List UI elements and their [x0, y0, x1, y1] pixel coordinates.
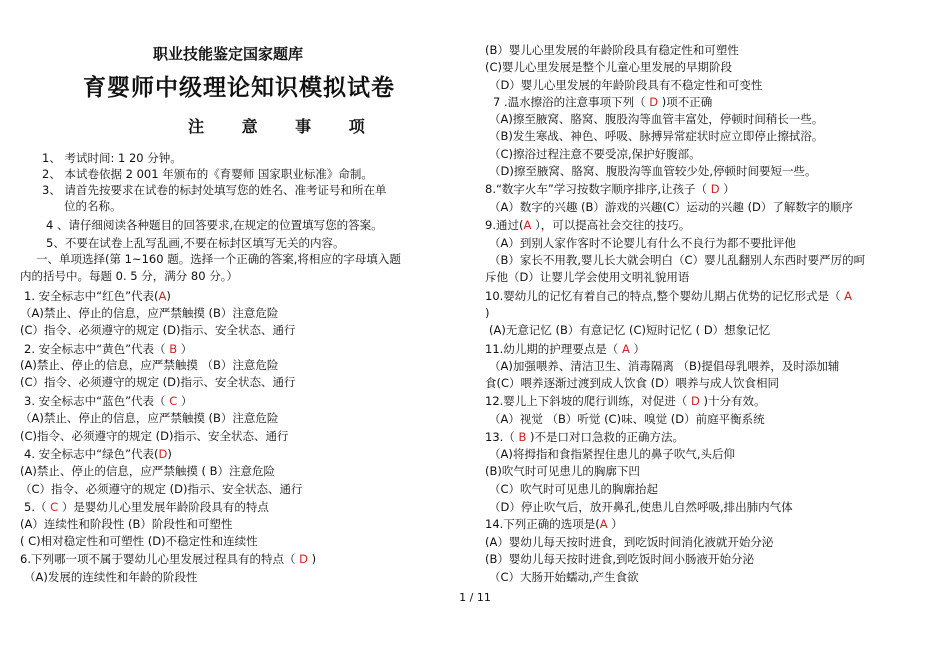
line-text: )不是口对口急救的正确方法。: [526, 430, 684, 444]
line-text: (A）连续性和阶段性 (B）阶段性和可塑性: [20, 517, 233, 531]
line-text: （A)将拇指和食指紧捏住患儿的鼻子吹气,头后仰: [489, 447, 736, 461]
text-line: [64, 198, 122, 214]
line-text: (B）婴儿心里发展的年龄阶段具有稳定性和可塑性: [485, 43, 739, 57]
text-line: [485, 534, 773, 550]
text-line: [20, 357, 278, 373]
text-line: [493, 94, 712, 110]
line-text: (C）指令、必须遵守的规定 (D)指示、安全状态、通行: [20, 323, 296, 337]
line-text: 9.通过(: [485, 218, 524, 232]
line-text: （B)发生寒战、神色、呼吸、脉搏异常症状时应立即停止擦拭浴。: [489, 129, 824, 143]
text-line: [42, 166, 373, 182]
line-text: (C)指令、必须遵守的规定 (D)指示、安全状态、通行: [20, 429, 289, 443]
text-line: [489, 411, 765, 427]
line-text: ）是婴幼儿心里发展年龄阶段具有的特点: [58, 500, 269, 514]
answer-mark: C: [169, 394, 178, 408]
line-text: (A)禁止、停止的信息，应严禁触摸 ( B）注意危险: [20, 464, 276, 478]
line-text: )十分有效。: [699, 394, 766, 408]
line-text: （A)加强喂养、清洁卫生、消毒隔离 （B)提倡母乳喂养，及时添加辅: [489, 359, 840, 373]
page-footer: [0, 591, 950, 604]
text-line: [489, 569, 639, 585]
text-line: [24, 499, 269, 515]
line-text: （D）停止吹气后，放开鼻孔,使患儿自然呼吸,排出肺内气体: [489, 500, 793, 514]
text-line: [485, 463, 640, 479]
line-text: 7 .温水擦浴的注意事项下列（: [493, 95, 650, 109]
answer-mark: D: [299, 552, 308, 566]
line-text: （C）吹气时可见患儿的胸廓抬起: [489, 482, 659, 496]
text-line: [20, 551, 316, 567]
text-line: [489, 146, 701, 162]
text-line: [485, 551, 754, 567]
text-line: [485, 217, 690, 233]
line-text: ）: [177, 394, 193, 408]
answer-mark: D: [649, 95, 659, 109]
text-line: [489, 199, 853, 215]
line-text: （A）数字的兴趣 (B）游戏的兴趣(C）运动的兴趣 (D）了解数字的顺序: [489, 200, 853, 214]
line-text: （A)禁止、停止的信息，应严禁触摸 (B）注意危险: [20, 306, 279, 320]
text-line: [489, 481, 658, 497]
line-text: （A)擦至腋窝、胳窝、腹股沟等血管丰富处，停顿时间稍长一些。: [489, 112, 824, 126]
line-text: （A)发展的连续性和年龄的阶段性: [24, 570, 198, 584]
line-text: ): [307, 552, 317, 566]
line-text: )项不正确: [658, 95, 713, 109]
text-line: [20, 410, 278, 426]
text-line: [485, 393, 765, 409]
line-text: 12.婴儿上下斜坡的爬行训练，对促进（: [485, 394, 691, 408]
line-text: ）: [177, 342, 193, 356]
notice-heading: 注 意 事 项: [188, 117, 381, 136]
text-line: [485, 59, 732, 75]
answer-mark: D: [710, 182, 720, 196]
line-text: 8.“数字火车”学习按数字顺序排序,让孩子（: [485, 182, 711, 196]
line-text: （B）家长不用教,婴儿长大就会明白（C）婴儿乱翻别人东西时要严厉的呵: [489, 253, 866, 267]
text-line: [20, 374, 296, 390]
answer-mark: B: [169, 342, 178, 356]
line-text: 斥他（D）让婴儿学会使用文明礼貌用语: [485, 270, 690, 284]
text-line: [46, 217, 383, 233]
line-text: (A）婴幼儿每天按时进食，到吃饭时间消化液就开始分泌: [485, 535, 774, 549]
text-line: [24, 341, 192, 357]
line-text: 6.下列哪一项不属于婴幼儿心里发展过程具有的特点（: [20, 552, 300, 566]
line-text: ）: [629, 342, 645, 356]
text-line: [489, 499, 793, 515]
text-line: [42, 150, 182, 166]
line-text: （D)擦至腋窝、胳窝、腹股沟等血管较少处,停顿时间要短一些。: [489, 164, 817, 178]
answer-mark: C: [50, 500, 59, 514]
line-text: ），可以提高社会交往的技巧。: [531, 218, 691, 232]
text-line: [489, 77, 762, 93]
line-text: （A）视觉 （B）听觉 (C)味、嗅觉 (D）前庭平衡系统: [489, 412, 765, 426]
text-line: [489, 128, 823, 144]
text-line: [489, 358, 839, 374]
page-total: 11: [476, 591, 491, 604]
line-text: （C)擦浴过程注意不要受凉,保护好腹部。: [489, 147, 701, 161]
text-line: [20, 533, 258, 549]
line-text: 1、 考试时间: 1 20 分钟。: [42, 151, 182, 165]
text-line: [485, 269, 689, 285]
text-line: [42, 182, 386, 198]
line-text: ）: [719, 182, 735, 196]
line-text: 3. 安全标志中“蓝色”代表（: [24, 394, 170, 408]
text-line: [489, 163, 817, 179]
answer-mark: D: [158, 447, 168, 461]
line-text: （D）婴儿心里发展的年龄阶段具有不稳定性和可变性: [489, 78, 763, 92]
line-text: ): [167, 447, 172, 461]
answer-mark: D: [690, 394, 700, 408]
text-line: [24, 288, 171, 304]
line-text: ）: [607, 517, 623, 531]
text-line: [485, 516, 623, 532]
answer-mark: A: [621, 342, 630, 356]
answer-mark: A: [844, 289, 852, 303]
line-text: 13.（: [485, 430, 519, 444]
text-line: [20, 305, 278, 321]
text-line: [485, 181, 735, 197]
line-text: 内的括号中。每题 0. 5 分，满分 80 分。）: [20, 269, 238, 283]
text-line: [46, 235, 344, 251]
text-line: [489, 252, 865, 268]
line-text: ): [166, 289, 171, 303]
text-line: [485, 429, 684, 445]
text-line: [489, 111, 823, 127]
line-text: 11.幼儿期的护理要点是（: [485, 342, 622, 356]
line-text: (C）指令、必须遵守的规定 (D)指示、安全状态、通行: [20, 375, 296, 389]
text-line: [485, 375, 779, 391]
answer-mark: A: [158, 289, 167, 303]
line-text: 4. 安全标志中“绿色”代表(: [24, 447, 159, 461]
line-text: （C）指令、必须遵守的规定 (D)指示、安全状态、通行: [20, 482, 303, 496]
answer-mark: A: [523, 218, 532, 232]
text-line: [485, 42, 739, 58]
line-text: 位的名称。: [64, 199, 122, 213]
answer-mark: A: [599, 517, 608, 531]
line-text: 2. 安全标志中“黄色”代表（: [24, 342, 170, 356]
text-line: [20, 322, 296, 338]
page-number: 1: [459, 591, 467, 604]
line-text: ( C)相对稳定性和可塑性 (D)不稳定性和连续性: [20, 534, 258, 548]
text-line: [20, 428, 288, 444]
text-line: [485, 288, 852, 304]
text-line: [485, 341, 645, 357]
text-line: [20, 481, 303, 497]
line-text: (A)禁止、停止的信息，应严禁触摸 （B）注意危险: [20, 358, 279, 372]
text-line: [24, 393, 192, 409]
line-text: （A）到别人家作客时不论婴儿有什么不良行为都不要批评他: [489, 236, 796, 250]
line-text: （C）大肠开始蠕动,产生食欲: [489, 570, 639, 584]
text-line: [485, 305, 490, 321]
line-text: 5、不要在试卷上乱写乱画,不要在标封区填写无关的内容。: [46, 236, 345, 250]
text-line: [24, 569, 197, 585]
text-line: [24, 446, 172, 462]
answer-mark: B: [518, 430, 527, 444]
page-separator: /: [466, 591, 477, 604]
line-text: (C)婴儿心里发展是整个儿童心里发展的早期阶段: [485, 60, 733, 74]
line-text: 3、 请首先按要求在试卷的标封处填写您的姓名、准考证号和所在单: [42, 183, 387, 197]
line-text: (B）婴幼儿每天按时进食,到吃饭时间小肠液开始分泌: [485, 552, 755, 566]
line-text: ): [485, 306, 490, 320]
line-text: 食(C）喂养逐渐过渡到成人饮食 (D）喂养与成人饮食相同: [485, 376, 780, 390]
line-text: 10.婴幼儿的记忆有着自己的特点,整个婴幼儿期占优势的记忆形式是（: [485, 289, 845, 303]
exam-title: 育婴师中级理论知识模拟试卷: [83, 74, 395, 101]
text-line: [489, 322, 770, 338]
line-text: 4 、请仔细阅读各种题目的回答要求,在规定的位置填写您的答案。: [46, 218, 383, 232]
line-text: (B)吹气时可见患儿的胸廓下凹: [485, 464, 640, 478]
exam-subtitle: 职业技能鉴定国家题库: [153, 45, 304, 63]
line-text: （A)禁止、停止的信息，应严禁触摸 (B）注意危险: [20, 411, 279, 425]
text-line: [489, 235, 796, 251]
line-text: 14.下列正确的选项是(: [485, 517, 600, 531]
text-line: [20, 268, 238, 284]
line-text: 一、单项选择(第 1~160 题。选择一个正确的答案,将相应的字母填入题: [36, 252, 401, 266]
text-line: [489, 446, 735, 462]
line-text: 5.（: [24, 500, 51, 514]
line-text: (A)无意记忆 (B）有意记忆 (C)短时记忆 ( D）想象记忆: [489, 323, 771, 337]
text-line: [36, 251, 401, 267]
text-line: [20, 463, 275, 479]
line-text: 1. 安全标志中“红色”代表(: [24, 289, 159, 303]
line-text: 2、 本试卷依据 2 001 年颁布的《育婴师 国家职业标准》命制。: [42, 167, 373, 181]
text-line: [20, 516, 232, 532]
